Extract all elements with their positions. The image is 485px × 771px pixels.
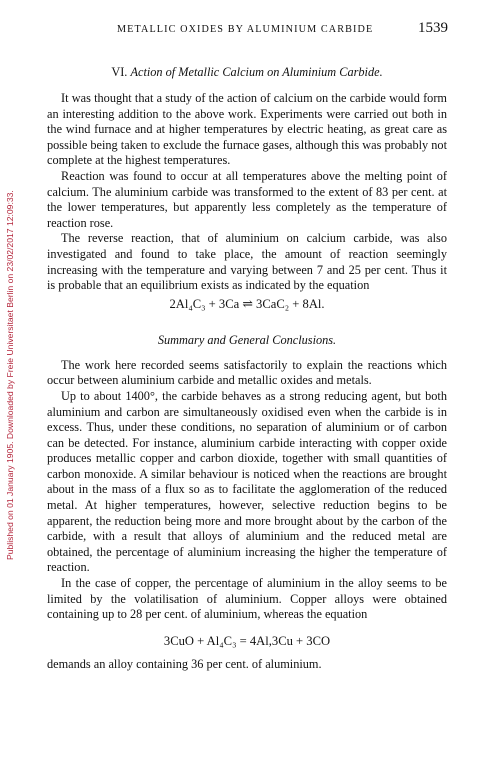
paragraph-alloy-demand: demands an alloy containing 36 per cent. of aluminium. <box>47 656 322 671</box>
section-number: VI. <box>111 65 128 79</box>
page-number: 1539 <box>418 20 448 36</box>
publication-stamp: Published on 01 January 1905. Downloaded by Freie Universitaet Berlin on 23/02/2017 12:09:33. <box>5 190 15 560</box>
summary-heading: Summary and General Conclusions. <box>157 332 337 347</box>
paragraph-calcium-study: It was thought that a study of the action of calcium on the carbide would form an interesting addition to the above work. Experiments were carried out both in the wind furnace and at higher temperatures by electric heating, as great care as possible being taken to exclude the furnace gases, although this was probably not complete at the highest temperatures. <box>47 91 447 168</box>
equation-equilibrium: 2Al₄C₃ + 3Ca ⇌ 3CaC₂ + 8Al. <box>169 296 325 311</box>
running-title: METALLIC OXIDES BY ALUMINIUM CARBIDE <box>117 24 374 35</box>
paragraph-reducing-agent: Up to about 1400°, the carbide behaves as a strong reducing agent, but both aluminium and carbon are simultaneously oxidised even when the carbide is in excess. Thus, under these conditions, no separation of aluminium or of carbon can be detected. For instance, aluminium carbide interacting with copper oxide produces metallic copper and carbon dioxide, together with small quantities of carbon monoxide. A similar behaviour is noticed when the reactions are brought about in the mass of a flux so as to facilitate the agglomeration of the reduced metal. At higher temperatures, however, selective reduction begins to be apparent, the reduction being more and more brought about by the carbon of the carbide, with a result that alloys of aluminium and the reduced metal are obtained, the percentage of aluminium increasing the higher the temperature of reaction. <box>47 388 447 575</box>
section-heading <box>47 64 447 81</box>
paragraph-reaction-temperature: Reaction was found to occur at all temperatures above the melting point of calcium. The aluminium carbide was transformed to the extent of 83 per cent. at the lower temperatures, but apparently less completely as the temperature of reaction rose. <box>47 168 447 230</box>
section-title: Action of Metallic Calcium on Aluminium Carbide. <box>130 65 383 79</box>
page-body <box>47 64 447 672</box>
paragraph-reverse-reaction: The reverse reaction, that of aluminium on calcium carbide, was also investigated and found to take place, the amount of reaction seemingly increasing with the temperature and varying between 7 and 25 per cent. Thus it is probable that an equilibrium exists as indicated by the equation <box>47 231 447 293</box>
equation-copper-oxide: 3CuO + Al₄C₃ = 4Al,3Cu + 3CO <box>163 633 331 648</box>
paragraph-summary-intro: The work here recorded seems satisfactorily to explain the reactions which occur between aluminium carbide and metallic oxides and metals. <box>47 357 447 388</box>
paragraph-copper-case: In the case of copper, the percentage of aluminium in the alloy seems to be limited by the volatilisation of aluminium. Copper alloys were obtained containing up to 28 per cent. of aluminium, whereas the equation <box>47 576 447 622</box>
page-header <box>45 20 448 38</box>
